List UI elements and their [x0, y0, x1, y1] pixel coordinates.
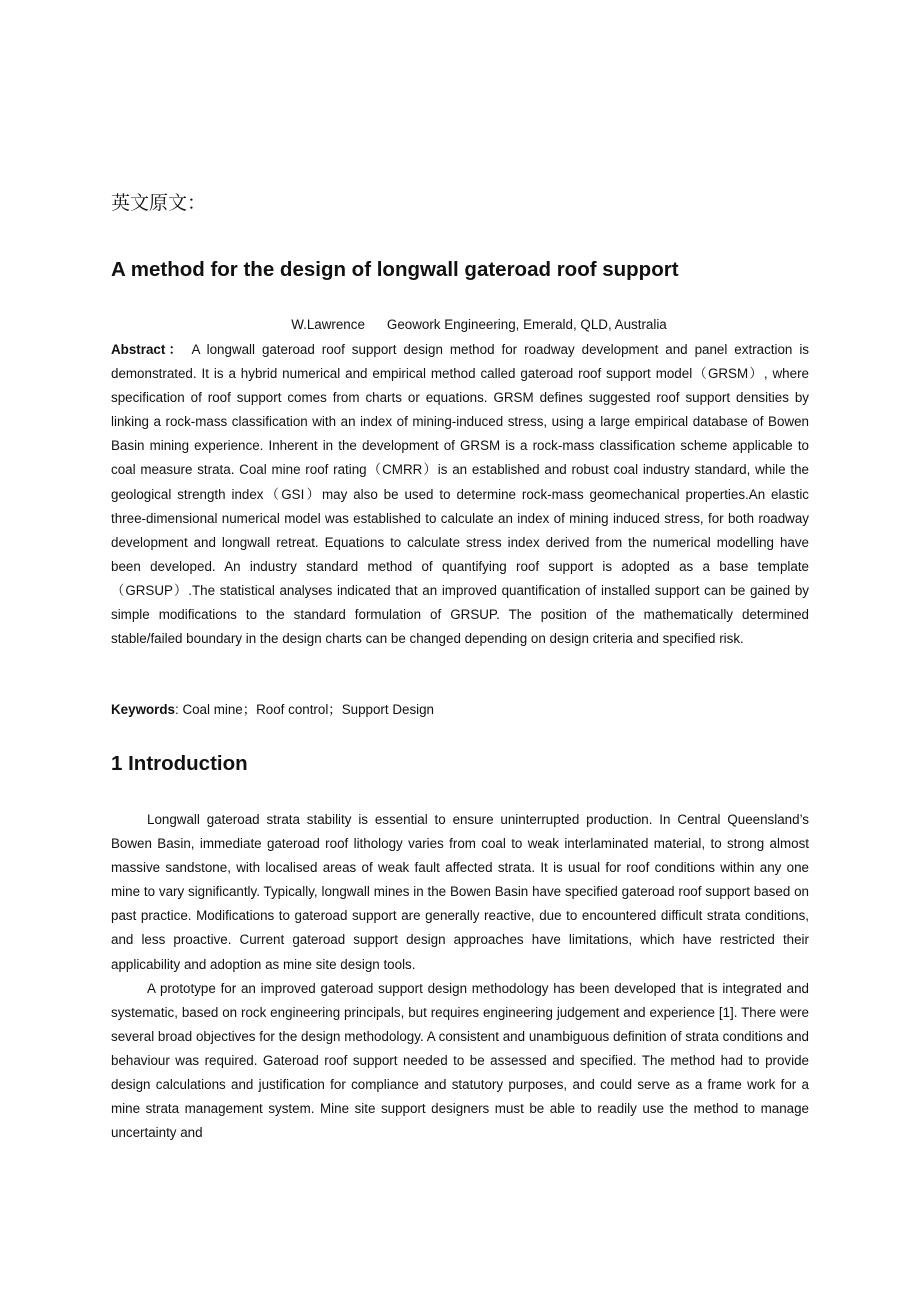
section-body-introduction — [111, 808, 809, 1145]
source-label: 英文原文： — [111, 192, 207, 214]
keywords-label: Keywords — [111, 702, 175, 717]
keywords — [111, 699, 809, 721]
abstract-label: Abstract： — [111, 342, 186, 357]
section-heading-introduction: 1 Introduction — [111, 752, 248, 775]
keywords-text: : Coal mine；Roof control；Support Design — [175, 702, 435, 717]
body-paragraph: Longwall gateroad strata stability is essential to ensure uninterrupted production. In Central Queensland’s Bowen Basin, immediate gateroad roof lithology varies from coal to weak interlaminated material, to strong almost massive sandstone, with localised areas of weak fault affected strata. It is usual for roof conditions within any one mine to vary significantly. Typically, longwall mines in the Bowen Basin have specified gateroad roof support based on past practice. Modifications to gateroad support are generally reactive, due to encountered difficult strata conditions, and less proactive. Current gateroad support design approaches have limitations, which have restricted their applicability and adoption as mine site design tools. — [111, 812, 809, 972]
abstract — [111, 338, 809, 651]
body-paragraph: A prototype for an improved gateroad support design methodology has been developed that is integrated and systematic, based on rock engineering principals, but requires engineering judgement and experience [1]. There were several broad objectives for the design methodology. A consistent and unambiguous definition of strata conditions and behaviour was required. Gateroad roof support needed to be assessed and specified. The method had to provide design calculations and justification for compliance and statutory purposes, and could serve as a frame work for a mine strata management system. Mine site support designers must be able to readily use the method to manage uncertainty and — [111, 980, 809, 1141]
abstract-text: A longwall gateroad roof support design method for roadway development and panel extraction is demonstrated. It is a hybrid numerical and empirical method called gateroad roof support model（GRSM）, where specification of roof support comes from charts or equations. GRSM defines suggested roof support densities by linking a rock-mass classification with an index of mining-induced stress, using a large empirical database of Bowen Basin mining experience. Inherent in the development of GRSM is a rock-mass classification scheme applicable to coal measure strata. Coal mine roof rating（CMRR）is an established and robust coal industry standard, while the geological strength index（GSI）may also be used to determine rock-mass geomechanical properties.An elastic three-dimensional numerical model was established to calculate an index of mining induced stress, for both roadway development and longwall retreat. Equations to calculate stress index derived from the numerical modelling have been developed. An industry standard method of quantifying roof support is adopted as a base template（GRSUP）.The statistical analyses indicated that an improved quantification of installed support can be gained by simple modifications to the standard formulation of GRSUP. The position of the mathematically determined stable/failed boundary in the design charts can be changed depending on design criteria and specified risk. — [111, 342, 809, 647]
paper-title: A method for the design of longwall gateroad roof support — [111, 258, 679, 281]
author-affiliation: Geowork Engineering, Emerald, QLD, Australia — [386, 317, 667, 332]
author-line — [111, 314, 847, 335]
author-name: W.Lawrence — [291, 317, 365, 332]
